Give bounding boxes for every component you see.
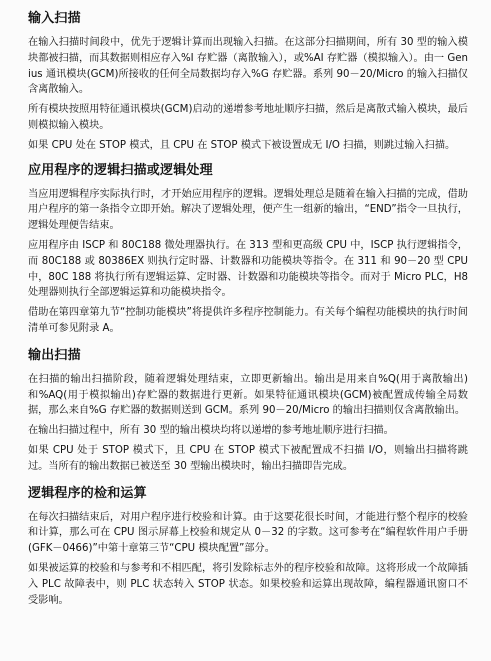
section-heading: 输入扫描 bbox=[28, 11, 81, 26]
paragraph: 在扫描的输出扫描阶段，随着逻辑处理结束，立即更新输出。输出是用来自%Q(用于离散输出)和%AQ(用于模拟输出)存贮器的数据进行更新。如果特征通讯模块(GCM)被配置成传输全局数据，那么来自%G 存贮器的数据则送到 GCM。系列 90－20/Micro 的输出扫描则仅含离散输出。 bbox=[28, 373, 468, 417]
paragraph: 如果 CPU 处在 STOP 模式，且 CPU 在 STOP 模式下被设置成无 I/O 扫描，则跳过输入扫描。 bbox=[28, 139, 456, 151]
paragraph: 如果被运算的校验和与参考和不相匹配，将引发除标志外的程序校验和故障。这将形成一个故障插入 PLC 故障表中，则 PLC 状态转入 STOP 状态。如果校验和运算出现故障，编程器通讯窗口不受影响。 bbox=[28, 562, 468, 606]
section-heading: 输出扫描 bbox=[28, 347, 81, 363]
section-output-scan bbox=[28, 347, 468, 475]
section-checksum bbox=[28, 485, 468, 609]
paragraph: 在输入扫描时间段中，优先于逻辑计算而出现输入扫描。在这部分扫描期间，所有 30 型的输入模块都被扫描，而其数据则相应存入%I 存贮器（离散输入），或%AI 存贮器（模拟输入）。由一 Genius 通讯模块(GCM)所接收的任何全局数据均存入%G 存贮器。系列 90－20/Micro 的输入扫描仅含离散输入。 bbox=[28, 37, 468, 96]
section-heading: 逻辑程序的检和运算 bbox=[28, 485, 147, 501]
paragraph: 在每次扫描结束后，对用户程序进行校验和计算。由于这要花很长时间，才能进行整个程序的校验和计算，那么可在 CPU 图示屏幕上校验和规定从 0－32 的字数。这可参考在“编程软件用户手册(GFK－0466)”中第十章第三节“CPU 模块配置”部分。 bbox=[28, 511, 468, 555]
section-heading: 应用程序的逻辑扫描或逻辑处理 bbox=[28, 162, 213, 178]
section-input-scan bbox=[28, 10, 468, 154]
paragraph: 借助在第四章第九节“控制功能模块”将提供许多程序控制能力。有关每个编程功能模块的执行时间清单可参见附录 A。 bbox=[28, 307, 468, 334]
paragraph: 所有模块按照用特征通讯模块(GCM)启动的递增参考地址顺序扫描，然后是离散式输入模块，最后则模拟输入模块。 bbox=[28, 104, 468, 131]
paragraph: 如果 CPU 处于 STOP 模式下，且 CPU 在 STOP 模式下被配置成不扫描 I/O，则输出扫描将跳过。当所有的输出数据已被送至 30 型输出模块时，输出扫描即告完成。 bbox=[28, 444, 468, 472]
paragraph: 在输出扫描过程中，所有 30 型的输出模块均将以递增的参考地址顺序进行扫描。 bbox=[28, 425, 394, 437]
section-logic-scan bbox=[28, 162, 468, 337]
document-content bbox=[28, 10, 468, 616]
paragraph: 当应用逻辑程序实际执行时，才开始应用程序的逻辑。逻辑处理总是随着在输入扫描的完成，借助用户程序的第一条指令立即开始。解决了逻辑处理，便产生一组新的输出，“END”指令一旦执行，逻辑处理便告结束。 bbox=[28, 188, 468, 232]
paragraph: 应用程序由 ISCP 和 80C188 微处理器执行。在 313 型和更高级 CPU 中，ISCP 执行逻辑指令，而 80C188 或 80386EX 则执行定时器、计数器和功能模块等指令。在 311 和 90－20 型 CPU 中，80C 188 将执行所有逻辑运算、定时器、计数器和功能模块等指令。而对于 Micro PLC，H8 处理器则执行全部逻辑运算和功能模块指令。 bbox=[28, 239, 468, 299]
